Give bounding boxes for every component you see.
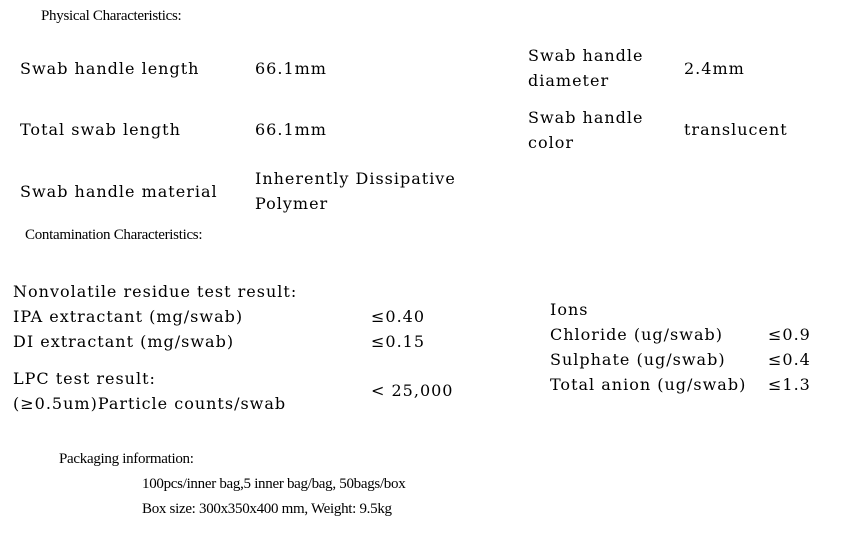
lpc-value: < 25,000 bbox=[371, 381, 454, 400]
lpc-label: (≥0.5um)Particle counts/swab bbox=[13, 394, 287, 413]
handle-material-label: Swab handle material bbox=[20, 182, 218, 201]
sulphate-value: ≤0.4 bbox=[768, 350, 811, 369]
nvr-heading: Nonvolatile residue test result: bbox=[13, 282, 298, 301]
handle-material-value-line2: Polymer bbox=[255, 194, 329, 213]
handle-diameter-value: 2.4mm bbox=[684, 59, 745, 78]
total-anion-value: ≤1.3 bbox=[768, 375, 811, 394]
total-anion-label: Total anion (ug/swab) bbox=[550, 375, 747, 394]
sulphate-label: Sulphate (ug/swab) bbox=[550, 350, 726, 369]
handle-length-label: Swab handle length bbox=[20, 59, 200, 78]
total-length-label: Total swab length bbox=[20, 120, 181, 139]
contamination-heading: Contamination Characteristics: bbox=[25, 227, 203, 243]
handle-diameter-label-line1: Swab handle bbox=[528, 46, 644, 65]
total-length-value: 66.1mm bbox=[255, 120, 327, 139]
handle-color-label-line1: Swab handle bbox=[528, 108, 644, 127]
lpc-heading: LPC test result: bbox=[13, 369, 156, 388]
di-label: DI extractant (mg/swab) bbox=[13, 332, 235, 351]
handle-color-value: translucent bbox=[684, 120, 788, 139]
ipa-value: ≤0.40 bbox=[371, 307, 426, 326]
packaging-line2: Box size: 300x350x400 mm, Weight: 9.5kg bbox=[142, 501, 392, 517]
handle-length-value: 66.1mm bbox=[255, 59, 327, 78]
handle-material-value-line1: Inherently Dissipative bbox=[255, 169, 456, 188]
physical-heading: Physical Characteristics: bbox=[41, 8, 182, 24]
handle-diameter-label-line2: diameter bbox=[528, 71, 610, 90]
packaging-heading: Packaging information: bbox=[59, 451, 194, 467]
packaging-line1: 100pcs/inner bag,5 inner bag/bag, 50bags/box bbox=[142, 476, 406, 492]
ions-heading: Ions bbox=[550, 300, 589, 319]
chloride-value: ≤0.9 bbox=[768, 325, 811, 344]
handle-color-label-line2: color bbox=[528, 133, 574, 152]
ipa-label: IPA extractant (mg/swab) bbox=[13, 307, 244, 326]
chloride-label: Chloride (ug/swab) bbox=[550, 325, 723, 344]
di-value: ≤0.15 bbox=[371, 332, 426, 351]
